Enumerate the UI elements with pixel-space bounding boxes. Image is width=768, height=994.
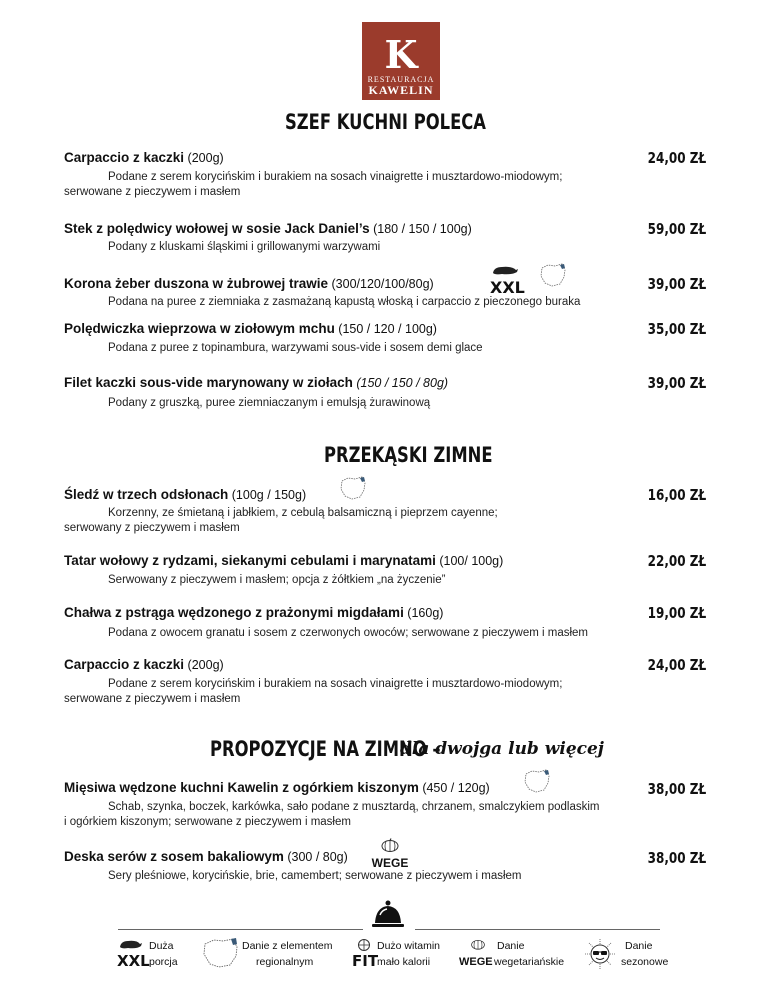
dish-desc: Podana z puree z topinambura, warzywami sous-vide i sosem demi glace [108,342,483,354]
restaurant-logo [362,22,440,100]
map-icon [338,475,368,501]
dish-price: 35,00 ZŁ [647,320,706,338]
section-title-chef: SZEF KUCHNI POLECA [285,110,486,134]
dish-name: Stek z polędwicy wołowej w sosie Jack Daniel’s (180 / 150 / 100g) [64,221,472,236]
section-subtitle-share: dla dwojga lub więcej [400,739,604,759]
dish-price: 22,00 ZŁ [647,552,706,570]
logo-mark: K [384,32,418,77]
dish-desc: Podana z owocem granatu i sosem z czerwonych owoców; serwowane z pieczywem i masłem [108,627,589,639]
legend-fit-top: Dużo witamin [377,940,441,952]
wege-badge: WEGE [370,838,410,870]
legend-season-bottom: sezonowe [621,956,669,968]
dish-desc: Serwowany z pieczywem i masłem; opcja z żółtkiem „na życzenie” [108,574,446,586]
dish-desc: serwowane z pieczywem i masłem [64,693,241,705]
cloche-icon [370,897,406,933]
legend-wege-big: WEGE [459,956,493,968]
dish-desc: serwowane z pieczywem i masłem [64,186,241,198]
dish-price: 16,00 ZŁ [647,486,706,504]
pig-icon [490,264,520,276]
legend-regional-top: Danie z elementem [242,940,333,952]
pumpkin-icon [470,937,486,951]
dish-desc: Korzenny, ze śmietaną i jabłkiem, z cebulą balsamiczną i pieprzem cayenne; [108,507,498,519]
dish-price: 19,00 ZŁ [647,604,706,622]
vitamin-icon [356,938,372,952]
dish-price: 38,00 ZŁ [647,780,706,798]
dish-price: 59,00 ZŁ [647,220,706,238]
dish-desc: i ogórkiem kiszonym; serwowane z pieczywem i masłem [64,816,351,828]
divider-left [118,929,363,930]
dish-desc: Sery pleśniowe, koryciński​e, brie, camembert; serwowane z pieczywem i masłem [108,870,522,882]
map-icon [538,262,568,288]
dish-name: Carpaccio z kaczki (200g) [64,150,224,165]
dish-desc: Schab, szynka, boczek, karkówka, sało podane z musztardą, chrzanem, smalczykiem podlaskim [108,801,600,813]
divider-right [415,929,660,930]
legend-xxl-top: Duża [149,940,174,952]
dish-price: 38,00 ZŁ [647,849,706,867]
map-icon [522,768,552,794]
legend-fit-big: FIT [352,952,379,970]
dish-name: Filet kaczki sous-vide marynowany w ziołach (150 / 150 / 80g) [64,375,449,390]
dish-desc: serwowany z pieczywem i masłem [64,522,240,534]
pig-icon [118,938,144,950]
logo-line1: RESTAURACJA [367,75,435,84]
dish-price: 39,00 ZŁ [647,275,706,293]
dish-price: 39,00 ZŁ [647,374,706,392]
legend-fit-bottom: mało kalorii [377,956,431,968]
pumpkin-icon [380,838,400,852]
dish-name: Korona żeber duszona w żubrowej trawie (300/120/100/80g) [64,276,434,291]
dish-name: Polędwiczka wieprzowa w ziołowym mchu (150 / 120 / 100g) [64,321,437,336]
dish-desc: Podane z serem koryciński​m i burakiem na sosach vinaigrette i musztardowo-miodowym; [108,171,563,183]
dish-name: Chałwa z pstrąga wędzonego z prażonymi migdałami (160g) [64,605,444,620]
section-title-share: PROPOZYCJE NA ZIMNO – [210,737,441,761]
legend-season-top: Danie [625,940,653,952]
dish-price: 24,00 ZŁ [647,149,706,167]
xxl-badge: XXL [490,263,520,296]
dish-name: Śledź w trzech odsłonach (100g / 150g) [64,487,307,502]
dish-desc: Podane z serem koryciński​m i burakiem na sosach vinaigrette i musztardowo-miodowym; [108,678,563,690]
dish-desc: Podany z gruszką, puree ziemniaczanym i emulsją żurawinową [108,397,431,409]
section-title-cold: PRZEKĄSKI ZIMNE [324,443,493,467]
logo-line2: KAWELIN [368,83,434,97]
dish-name: Mięsiwa wędzone kuchni Kawelin z ogórkiem kiszonym (450 / 120g) [64,780,490,795]
sun-icon [584,938,616,970]
dish-name: Deska serów z sosem bakaliowym (300 / 80g) [64,849,348,864]
dish-desc: Podana na puree z ziemniaka z zasmażaną kapustą włoską i carpaccio z pieczonego buraka [108,296,581,308]
dish-desc: Podany z kluskami śląskimi i grillowanymi warzywami [108,241,381,253]
legend-wege-top: Danie [497,940,525,952]
dish-price: 24,00 ZŁ [647,656,706,674]
legend-xxl-big: XXL [117,952,150,970]
legend-wege-bottom: wegetariańskie [494,956,565,968]
legend-xxl-bottom: porcja [149,956,178,968]
dish-name: Carpaccio z kaczki (200g) [64,657,224,672]
map-icon [200,936,242,970]
dish-name: Tatar wołowy z rydzami, siekanymi cebulami i marynatami (100/ 100g) [64,553,504,568]
legend-regional-bottom: regionalnym [256,956,314,968]
